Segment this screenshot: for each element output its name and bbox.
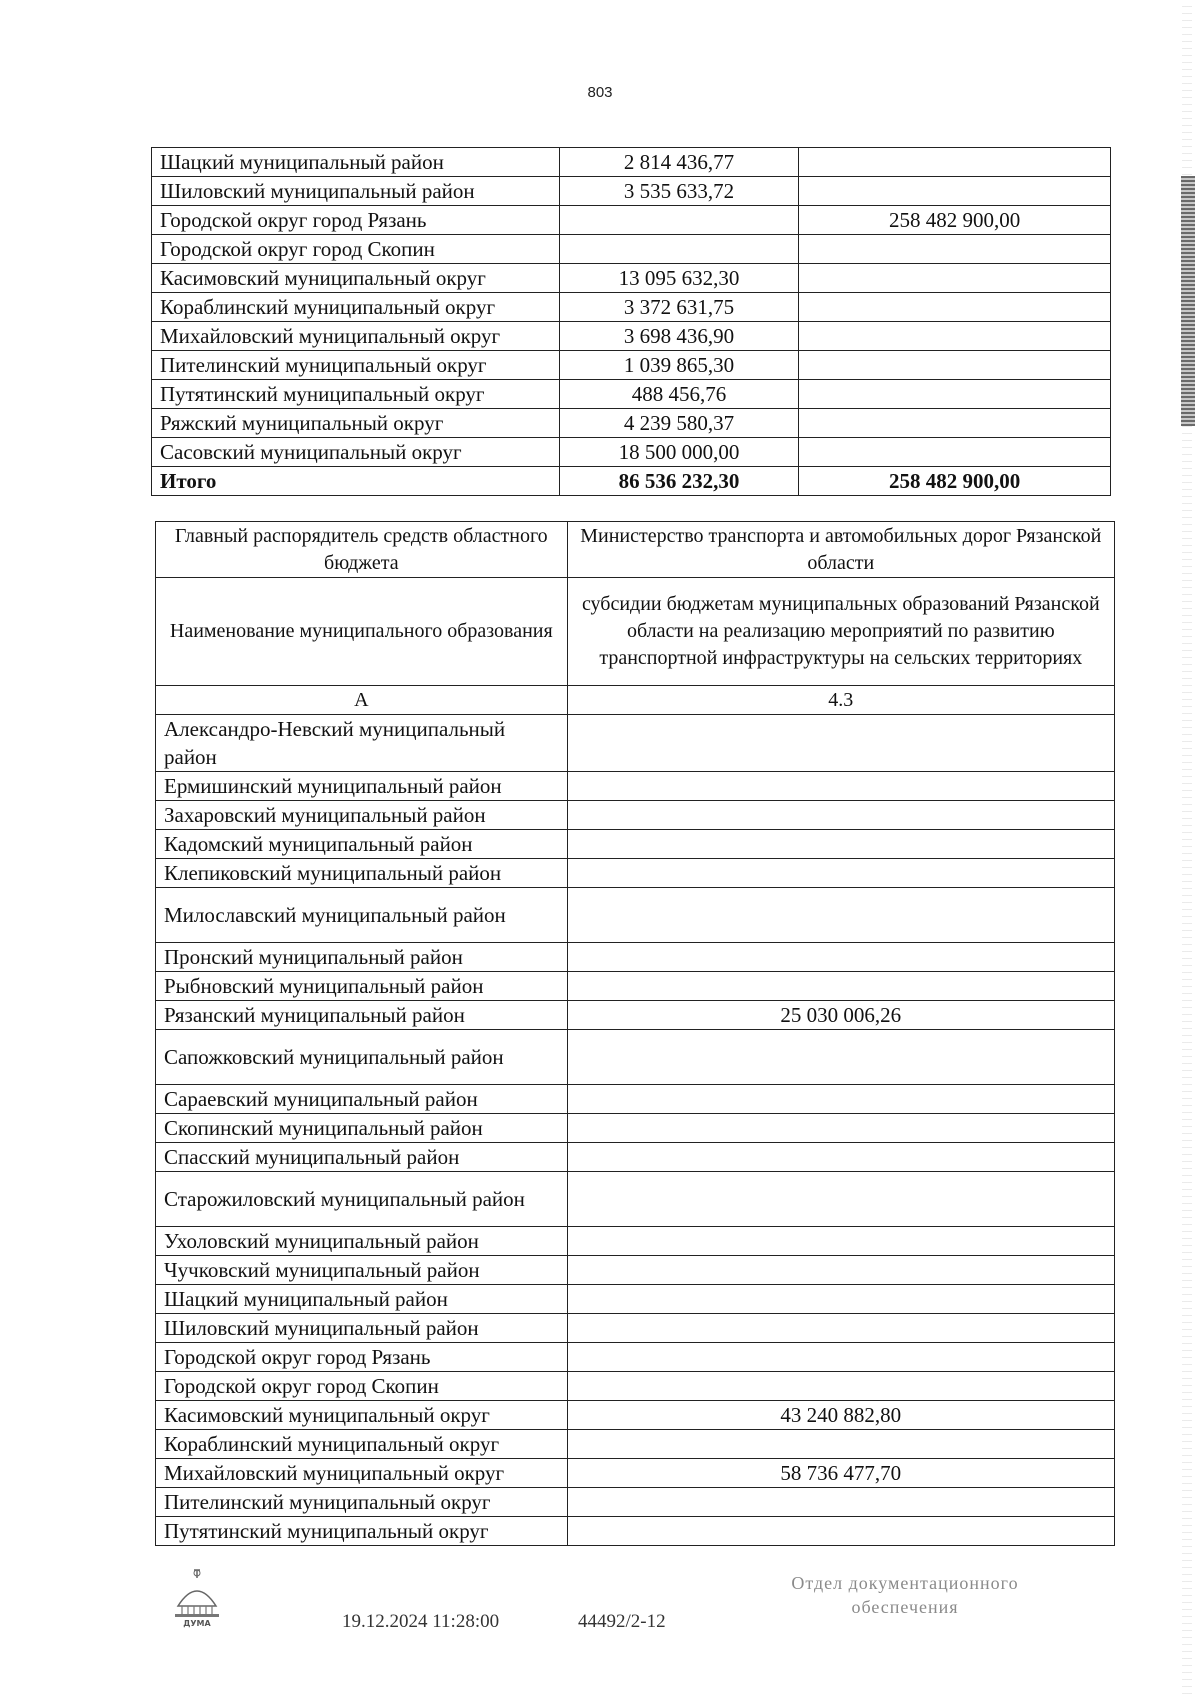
table-row <box>152 409 1111 438</box>
table-row <box>156 1459 1115 1488</box>
table-row <box>156 859 1115 888</box>
municipality-name: Кораблинский муниципальный округ <box>156 1430 568 1459</box>
allocation-table-continued <box>151 147 1111 496</box>
amount-value <box>559 235 799 264</box>
total-value: 86 536 232,30 <box>559 467 799 496</box>
municipality-name: Пронский муниципальный район <box>156 943 568 972</box>
amount-value <box>799 293 1111 322</box>
header-budget-manager-label: Главный распорядитель средств областного бюджета <box>156 522 568 578</box>
amount-value <box>799 322 1111 351</box>
municipality-name: Михайловский муниципальный округ <box>156 1459 568 1488</box>
municipality-name: Ермишинский муниципальный район <box>156 772 568 801</box>
table-row <box>156 801 1115 830</box>
municipality-name: Спасский муниципальный район <box>156 1143 568 1172</box>
table-row <box>156 943 1115 972</box>
total-row <box>152 467 1111 496</box>
amount-value <box>799 235 1111 264</box>
subsidy-value <box>567 1285 1114 1314</box>
municipality-name: Пителинский муниципальный округ <box>156 1488 568 1517</box>
amount-value <box>799 351 1111 380</box>
subsidy-value <box>567 1172 1114 1227</box>
subsidy-value <box>567 801 1114 830</box>
amount-value: 488 456,76 <box>559 380 799 409</box>
duma-emblem-icon <box>172 1566 224 1628</box>
subsidy-value <box>567 1227 1114 1256</box>
municipality-name: Скопинский муниципальный район <box>156 1114 568 1143</box>
amount-value <box>799 148 1111 177</box>
table-row <box>152 235 1111 264</box>
scan-margin-mark <box>1181 176 1195 426</box>
municipality-name: Городской округ город Рязань <box>156 1343 568 1372</box>
table-row <box>156 1114 1115 1143</box>
subsidy-value <box>567 972 1114 1001</box>
table-row <box>156 1343 1115 1372</box>
table-row <box>156 1085 1115 1114</box>
table-row <box>156 830 1115 859</box>
subsidy-value <box>567 1488 1114 1517</box>
amount-value <box>799 264 1111 293</box>
municipality-name: Рязанский муниципальный район <box>156 1001 568 1030</box>
municipality-name: Милославский муниципальный район <box>156 888 568 943</box>
subsidy-value <box>567 1143 1114 1172</box>
subsidy-value <box>567 1114 1114 1143</box>
table-row <box>156 1285 1115 1314</box>
amount-value: 4 239 580,37 <box>559 409 799 438</box>
amount-value: 1 039 865,30 <box>559 351 799 380</box>
subsidy-value <box>567 859 1114 888</box>
column-index-left: А <box>156 686 568 715</box>
table-row <box>156 1372 1115 1401</box>
table-row <box>156 1517 1115 1546</box>
subsidy-value <box>567 772 1114 801</box>
office-seal-stamp <box>760 1571 1050 1619</box>
amount-value <box>799 438 1111 467</box>
subsidy-value <box>567 1343 1114 1372</box>
amount-value <box>559 206 799 235</box>
svg-text:ДУМА: ДУМА <box>183 1619 211 1628</box>
table-row <box>156 1030 1115 1085</box>
subsidy-value <box>567 1517 1114 1546</box>
municipality-name: Кораблинский муниципальный округ <box>152 293 560 322</box>
header-subsidy-description: субсидии бюджетам муниципальных образований Рязанской области на реализацию мероприятий по развитию транспортной инфраструктуры на сельских территориях <box>567 578 1114 686</box>
table-row <box>156 1488 1115 1517</box>
amount-value <box>799 177 1111 206</box>
table-row <box>156 772 1115 801</box>
municipality-name: Кадомский муниципальный район <box>156 830 568 859</box>
municipality-name: Шацкий муниципальный район <box>152 148 560 177</box>
municipality-name: Городской округ город Скопин <box>156 1372 568 1401</box>
table-row <box>152 264 1111 293</box>
municipality-name: Городской округ город Скопин <box>152 235 560 264</box>
table-row <box>152 351 1111 380</box>
table-row <box>152 148 1111 177</box>
amount-value: 3 535 633,72 <box>559 177 799 206</box>
subsidy-value <box>567 1372 1114 1401</box>
document-code: 44492/2-12 <box>578 1611 666 1632</box>
table-row <box>156 1143 1115 1172</box>
table-row <box>156 1314 1115 1343</box>
table-row <box>156 1227 1115 1256</box>
municipality-name: Шиловский муниципальный район <box>152 177 560 206</box>
municipality-name: Рыбновский муниципальный район <box>156 972 568 1001</box>
subsidy-value: 43 240 882,80 <box>567 1401 1114 1430</box>
header-municipality-label: Наименование муниципального образования <box>156 578 568 686</box>
amount-value: 3 698 436,90 <box>559 322 799 351</box>
amount-value: 258 482 900,00 <box>799 206 1111 235</box>
transport-subsidy-table <box>155 521 1115 1546</box>
table-header-row <box>156 522 1115 578</box>
amount-value: 13 095 632,30 <box>559 264 799 293</box>
municipality-name: Сапожковский муниципальный район <box>156 1030 568 1085</box>
subsidy-value <box>567 1085 1114 1114</box>
table-row <box>156 1172 1115 1227</box>
subsidy-value <box>567 1256 1114 1285</box>
table-row <box>152 206 1111 235</box>
table-row <box>156 1401 1115 1430</box>
municipality-name: Касимовский муниципальный округ <box>156 1401 568 1430</box>
municipality-name: Сасовский муниципальный округ <box>152 438 560 467</box>
subsidy-value: 58 736 477,70 <box>567 1459 1114 1488</box>
municipality-name: Захаровский муниципальный район <box>156 801 568 830</box>
municipality-name: Ряжский муниципальный округ <box>152 409 560 438</box>
amount-value: 18 500 000,00 <box>559 438 799 467</box>
page-number: 803 <box>587 84 613 101</box>
municipality-name: Касимовский муниципальный округ <box>152 264 560 293</box>
seal-line-1: Отдел документационного <box>791 1573 1019 1593</box>
amount-value: 2 814 436,77 <box>559 148 799 177</box>
total-value: 258 482 900,00 <box>799 467 1111 496</box>
subsidy-value: 25 030 006,26 <box>567 1001 1114 1030</box>
municipality-name: Сараевский муниципальный район <box>156 1085 568 1114</box>
municipality-name: Чучковский муниципальный район <box>156 1256 568 1285</box>
municipality-name: Шиловский муниципальный район <box>156 1314 568 1343</box>
table-row <box>156 1256 1115 1285</box>
column-index-right: 4.3 <box>567 686 1114 715</box>
municipality-name: Пителинский муниципальный округ <box>152 351 560 380</box>
table-row <box>156 715 1115 772</box>
table-row <box>156 888 1115 943</box>
table-row <box>152 293 1111 322</box>
municipality-name: Путятинский муниципальный округ <box>156 1517 568 1546</box>
table-row <box>156 1430 1115 1459</box>
table-row <box>156 1001 1115 1030</box>
amount-value: 3 372 631,75 <box>559 293 799 322</box>
subsidy-value <box>567 1314 1114 1343</box>
table-row <box>152 322 1111 351</box>
subsidy-value <box>567 888 1114 943</box>
amount-value <box>799 380 1111 409</box>
column-index-row <box>156 686 1115 715</box>
document-datetime: 19.12.2024 11:28:00 <box>342 1611 500 1632</box>
subsidy-value <box>567 715 1114 772</box>
subsidy-value <box>567 943 1114 972</box>
seal-line-2: обеспечения <box>851 1597 959 1617</box>
municipality-name: Старожиловский муниципальный район <box>156 1172 568 1227</box>
subsidy-value <box>567 830 1114 859</box>
table-row <box>156 972 1115 1001</box>
municipality-name: Городской округ город Рязань <box>152 206 560 235</box>
municipality-name: Путятинский муниципальный округ <box>152 380 560 409</box>
municipality-name: Клепиковский муниципальный район <box>156 859 568 888</box>
subsidy-value <box>567 1030 1114 1085</box>
municipality-name: Михайловский муниципальный округ <box>152 322 560 351</box>
table-row <box>152 380 1111 409</box>
municipality-name: Ухоловский муниципальный район <box>156 1227 568 1256</box>
table-row <box>152 438 1111 467</box>
total-label: Итого <box>152 467 560 496</box>
header-ministry-name: Министерство транспорта и автомобильных дорог Рязанской области <box>567 522 1114 578</box>
municipality-name: Шацкий муниципальный район <box>156 1285 568 1314</box>
subsidy-value <box>567 1430 1114 1459</box>
table-row <box>152 177 1111 206</box>
table-header-row <box>156 578 1115 686</box>
amount-value <box>799 409 1111 438</box>
municipality-name: Александро-Невский муниципальный район <box>156 715 568 772</box>
